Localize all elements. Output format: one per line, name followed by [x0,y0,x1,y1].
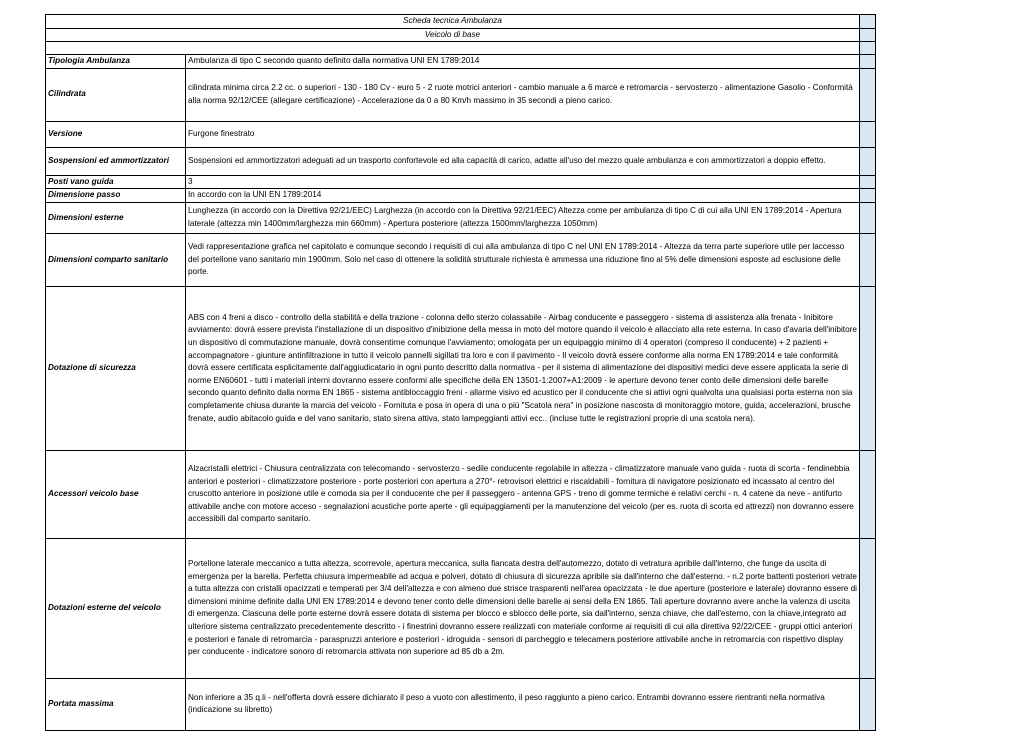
side-cell [860,175,876,189]
table-row [46,233,876,286]
row-text: cilindrata minima circa 2.2 cc. o superiori - 130 - 180 Cv - euro 5 - 2 ruote motrici anteriori - cambio manuale a 6 marce e retromarcia - servosterzo - alimentazione Gasolio - Conformità alla norma 92/12/CEE (allegare certificazione) - Accelerazione da 0 a 80 Km/h massimo in 35 secondi a pieno carico. [186,68,860,121]
row-text: Non inferiore a 35 q.li - nell'offerta dovrà essere dichiarato il peso a vuoto con allestimento, il peso raggiunto a pieno carico. Entrambi dovranno essere rientranti nella normativa (indicazione su libretto) [186,678,860,730]
row-label: Dotazione di sicurezza [46,286,186,450]
row-text: Ambulanza di tipo C secondo quanto definito dalla normativa UNI EN 1789:2014 [186,55,860,69]
empty-cell [46,42,860,55]
table-row [46,450,876,538]
table-row [46,175,876,189]
table-row [46,121,876,147]
side-cell [860,55,876,69]
side-cell [860,286,876,450]
side-cell [860,68,876,121]
title-row [46,15,876,29]
side-cell [860,15,876,29]
row-text: 3 [186,175,860,189]
table-row [46,68,876,121]
row-text: Lunghezza (in accordo con la Direttiva 92/21/EEC) Larghezza (in accordo con la Direttiva 92/21/EEC) Altezza come per ambulanza di tipo C di cui alla UNI EN 1789:2014 - Apertura laterale (altezza min 1400mm/larghezza min 660mm) - Apertura posteriore (altezza 1500mm/larghezza 1050mm) [186,202,860,233]
side-cell [860,678,876,730]
row-text: Sospensioni ed ammortizzatori adeguati ad un trasporto confortevole ed alla capacità di carico, adatte all'uso del mezzo quale ambulanza e con ammortizzatori a doppio effetto. [186,147,860,175]
row-label: Accessori veicolo base [46,450,186,538]
table-row [46,189,876,203]
side-cell [860,233,876,286]
table-row [46,678,876,730]
row-label: Dotazioni esterne del veicolo [46,538,186,678]
row-label: Dimensione passo [46,189,186,203]
side-cell [860,121,876,147]
side-cell [860,202,876,233]
side-cell [860,538,876,678]
sheet-title: Scheda tecnica Ambulanza [46,15,860,29]
table-row [46,202,876,233]
spec-table [45,14,876,731]
table-row [46,538,876,678]
side-cell [860,147,876,175]
table-row [46,55,876,69]
table-row [46,286,876,450]
table-row [46,147,876,175]
row-text: Alzacristalli elettrici - Chiusura centralizzata con telecomando - servosterzo - sedile conducente regolabile in altezza - climatizzatore manuale vano guida - ruota di scorta - fendinebbia anteriori e posteriori - climatizzatore posteriore - porte posteriori con apertura a 270°- retrovisori elettrici e riscaldabili - fornitura di navigatore posizionato ed incassato al centro del cruscotto anteriore in posizione utile e comoda sia per il conducente che per il passeggero - antenna GPS - treno di gomme termiche e relativi cerchi - n. 4 catene da neve - antifurto attivabile anche con motore acceso - segnalazioni acustiche porte aperte - gli equipaggiamenti per la manutenzione del veicolo (per es. ruota di scorta ed attrezzi) non dovranno essere accessibili dal comparto sanitario. [186,450,860,538]
row-label: Versione [46,121,186,147]
side-cell [860,42,876,55]
row-text: Portellone laterale meccanico a tutta altezza, scorrevole, apertura meccanica, sulla fiancata destra dell'automezzo, dotato di vetratura apribile dall'interno, che funge da uscita di emergenza per la barella. Perfetta chiusura impermeabile ad acqua e polveri, dotato di chiusura di sicurezza apribile sia dall'interno che dall'esterno. - n.2 porte battenti posteriori vetrate a tutta altezza con cristalli opacizzati e temperati per 3/4 dell'altezza e con almeno due strisce trasparenti nell'area opacizzata - le due aperture (posteriore e laterale) dovranno essere di dimensioni minime definite dalla UNI EN 1789:2014 e devono tener conto delle dimensioni delle barelle ai sensi della EN 1865. Tali aperture dovranno avere anche la valenza di uscita di emergenza. Ciascuna delle porte esterne dovrà essere dotata di sistema per blocco e sblocco delle porte, sia dall'interno, senza chiave, che dall'esterno, con la chiave,integrato ad ulteriore sistema centralizzato precedentemente descritto - i finestrini dovranno essere realizzati con materiale conforme ai requisiti di cui alla direttiva 92/22/CEE - gruppi ottici anteriori e posteriori e fanale di retromarcia - paraspruzzi anteriore e posteriori - idroguida - sensori di parcheggio e telecamera posteriore attivabile anche in retromarcia con rispettivo display per conducente - indicatore sonoro di retromarcia attivata non superiore ad 85 db a 2m. [186,538,860,678]
row-label: Cilindrata [46,68,186,121]
row-label: Posti vano guida [46,175,186,189]
row-text: ABS con 4 freni a disco - controllo della stabilità e della trazione - colonna dello sterzo colassabile - Airbag conducente e passeggero - sistema di assistenza alla frenata - Inibitore avviamento: dovrà essere prevista l'installazione di un dispositivo d'inibizione della messa in moto del motore quando il veicolo è allacciato alla rete esterna. In caso d'avaria dell'inibitore un dispositivo di commutazione manuale, dovrà consentirne comunque l'avviamento; omologata per un equipaggio minimo di 4 operatori (compreso il conducente) + 2 pazienti + accompagnatore - giunture antinfiltrazione in tutto il veicolo pannelli sigillati tra loro e con il pavimento - Il veicolo dovrà essere conforme alla norma EN 1789:2014 e tale conformità dovrà essere certificata esplicitamente dall'aggiudicatario in ogni punto descritto dalla normativa - per il sistema di alimentazione dei dispositivi medici deve essere applicata la serie di norme EN60601 - tutti i materiali interni dovranno essere conformi alle specifiche della EN 13501-1:2007+A1:2009 - le aperture devono tener conto delle dimensioni delle barelle secondo quanto definito dalla norma EN 1865 - sistema antibloccaggio freni - allarme visivo ed acustico per il conducente che si attivi ogni qualvolta una qualsiasi porta esterna non sia completamente chiusa durante la marcia del veicolo - Fornituta e posa in opera di una o più "Scatola nera" in posizione nascosta di monitoraggio motore, guida, accelerazioni, brusche frenate, audio abitacolo guida e del vano sanitario, stato sirena attiva, stato lampeggianti attivi ecc.. (incluse tutte le registrazioni proprie di una scatola nera). [186,286,860,450]
side-cell [860,28,876,42]
side-cell [860,450,876,538]
subtitle-row [46,28,876,42]
row-label: Portata massima [46,678,186,730]
sheet-subtitle: Veicolo di base [46,28,860,42]
row-label: Sospensioni ed ammortizzatori [46,147,186,175]
row-label: Tipologia Ambulanza [46,55,186,69]
row-text: Vedi rappresentazione grafica nel capitolato e comunque secondo i requisiti di cui alla ambulanza di tipo C nel UNI EN 1789:2014 - Altezza da terra parte superiore utile per laccesso del portellone vano sanitario min 1900mm. Solo nel caso di ottenere la solidità strutturale richiesta è ammessa una riduzione fino al 5% delle dimensioni esposte ad esclusione delle porte. [186,233,860,286]
spacer-row [46,42,876,55]
row-text: Furgone finestrato [186,121,860,147]
row-text: In accordo con la UNI EN 1789:2014 [186,189,860,203]
side-cell [860,189,876,203]
row-label: Dimensioni comparto sanitario [46,233,186,286]
row-label: Dimensioni esterne [46,202,186,233]
